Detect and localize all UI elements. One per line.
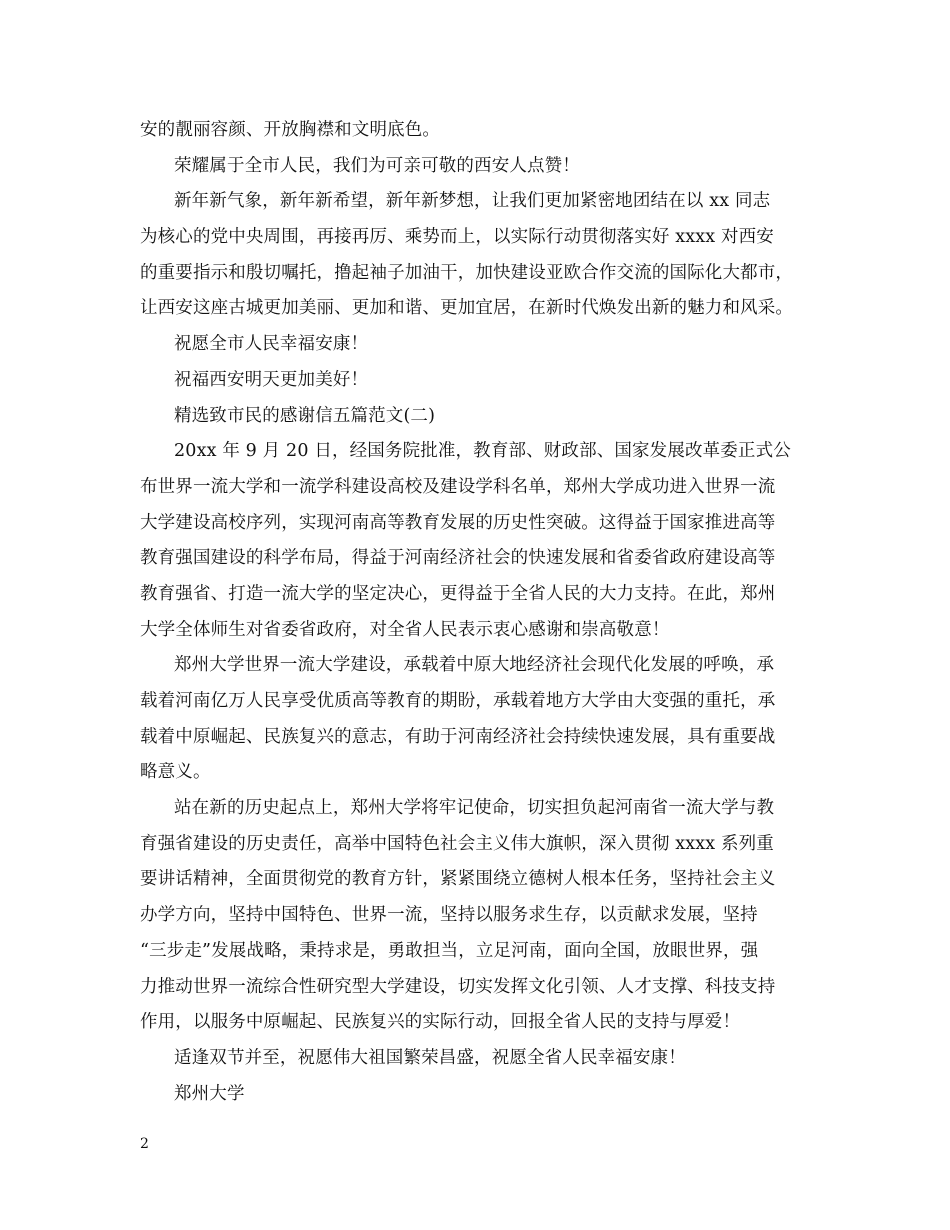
text-line: 郑州大学世界一流大学建设，承载着中原大地经济社会现代化发展的呼唤，承	[174, 655, 775, 676]
text-line: 荣耀属于全市人民，我们为可亲可敬的西安人点赞！	[174, 155, 580, 176]
text-line: 精选致市民的感谢信五篇范文(二)	[174, 405, 436, 426]
text-line: 大学建设高校序列，实现河南高等教育发展的历史性突破。这得益于国家推进高等	[140, 512, 776, 533]
text-line: 的重要指示和殷切嘱托，撸起袖子加油干，加快建设亚欧合作交流的国际化大都市，	[140, 262, 794, 283]
text-line: “三步走”发展战略，秉持求是，勇敢担当，立足河南，面向全国，放眼世界，强	[140, 940, 759, 961]
text-line: 祝福西安明天更加美好！	[174, 369, 369, 390]
text-line: 20xx 年 9 月 20 日，经国务院批准，教育部、财政部、国家发展改革委正式公	[174, 441, 791, 462]
text-line: 安的靓丽容颜、开放胸襟和文明底色。	[140, 120, 441, 140]
text-line: 教育强省、打造一流大学的坚定决心，更得益于全省人民的大力支持。在此，郑州	[140, 583, 776, 604]
text-line: 站在新的历史起点上，郑州大学将牢记使命，切实担负起河南省一流大学与教	[174, 798, 775, 819]
text-line: 为核心的党中央周围，再接再厉、乘势而上，以实际行动贯彻落实好 xxxx 对西安	[140, 227, 774, 248]
text-line: 略意义。	[140, 762, 211, 783]
text-line: 育强省建设的历史责任，高举中国特色社会主义伟大旗帜，深入贯彻 xxxx 系列重	[140, 833, 774, 854]
text-line: 布世界一流大学和一流学科建设高校及建设学科名单，郑州大学成功进入世界一流	[140, 476, 776, 497]
text-line: 祝愿全市人民幸福安康！	[174, 334, 369, 355]
text-line: 力推动世界一流综合性研究型大学建设，切实发挥文化引领、人才支撑、科技支持	[140, 976, 776, 997]
text-line: 要讲话精神，全面贯彻党的教育方针，紧紧围绕立德树人根本任务，坚持社会主义	[140, 869, 776, 890]
text-line: 办学方向，坚持中国特色、世界一流，坚持以服务求生存，以贡献求发展，坚持	[140, 905, 758, 926]
text-line: 让西安这座古城更加美丽、更加和谐、更加宜居，在新时代焕发出新的魅力和风采。	[140, 298, 794, 319]
text-line: 载着河南亿万人民享受优质高等教育的期盼，承载着地方大学由大变强的重托，承	[140, 691, 776, 711]
text-line: 新年新气象，新年新希望，新年新梦想，让我们更加紧密地团结在以 xx 同志	[174, 191, 771, 212]
text-line: 大学全体师生对省委省政府，对全省人民表示衷心感谢和崇高敬意！	[140, 619, 670, 640]
text-line: 载着中原崛起、民族复兴的意志，有助于河南经济社会持续快速发展，具有重要战	[140, 726, 776, 747]
page-number: 2	[140, 1136, 149, 1152]
text-line: 适逢双节并至，祝愿伟大祖国繁荣昌盛，祝愿全省人民幸福安康！	[174, 1047, 686, 1068]
text-line: 郑州大学	[174, 1083, 245, 1104]
text-line: 作用，以服务中原崛起、民族复兴的实际行动，回报全省人民的支持与厚爱！	[140, 1012, 741, 1033]
document-body	[140, 113, 820, 1112]
text-line: 教育强国建设的科学布局，得益于河南经济社会的快速发展和省委省政府建设高等	[140, 548, 776, 569]
